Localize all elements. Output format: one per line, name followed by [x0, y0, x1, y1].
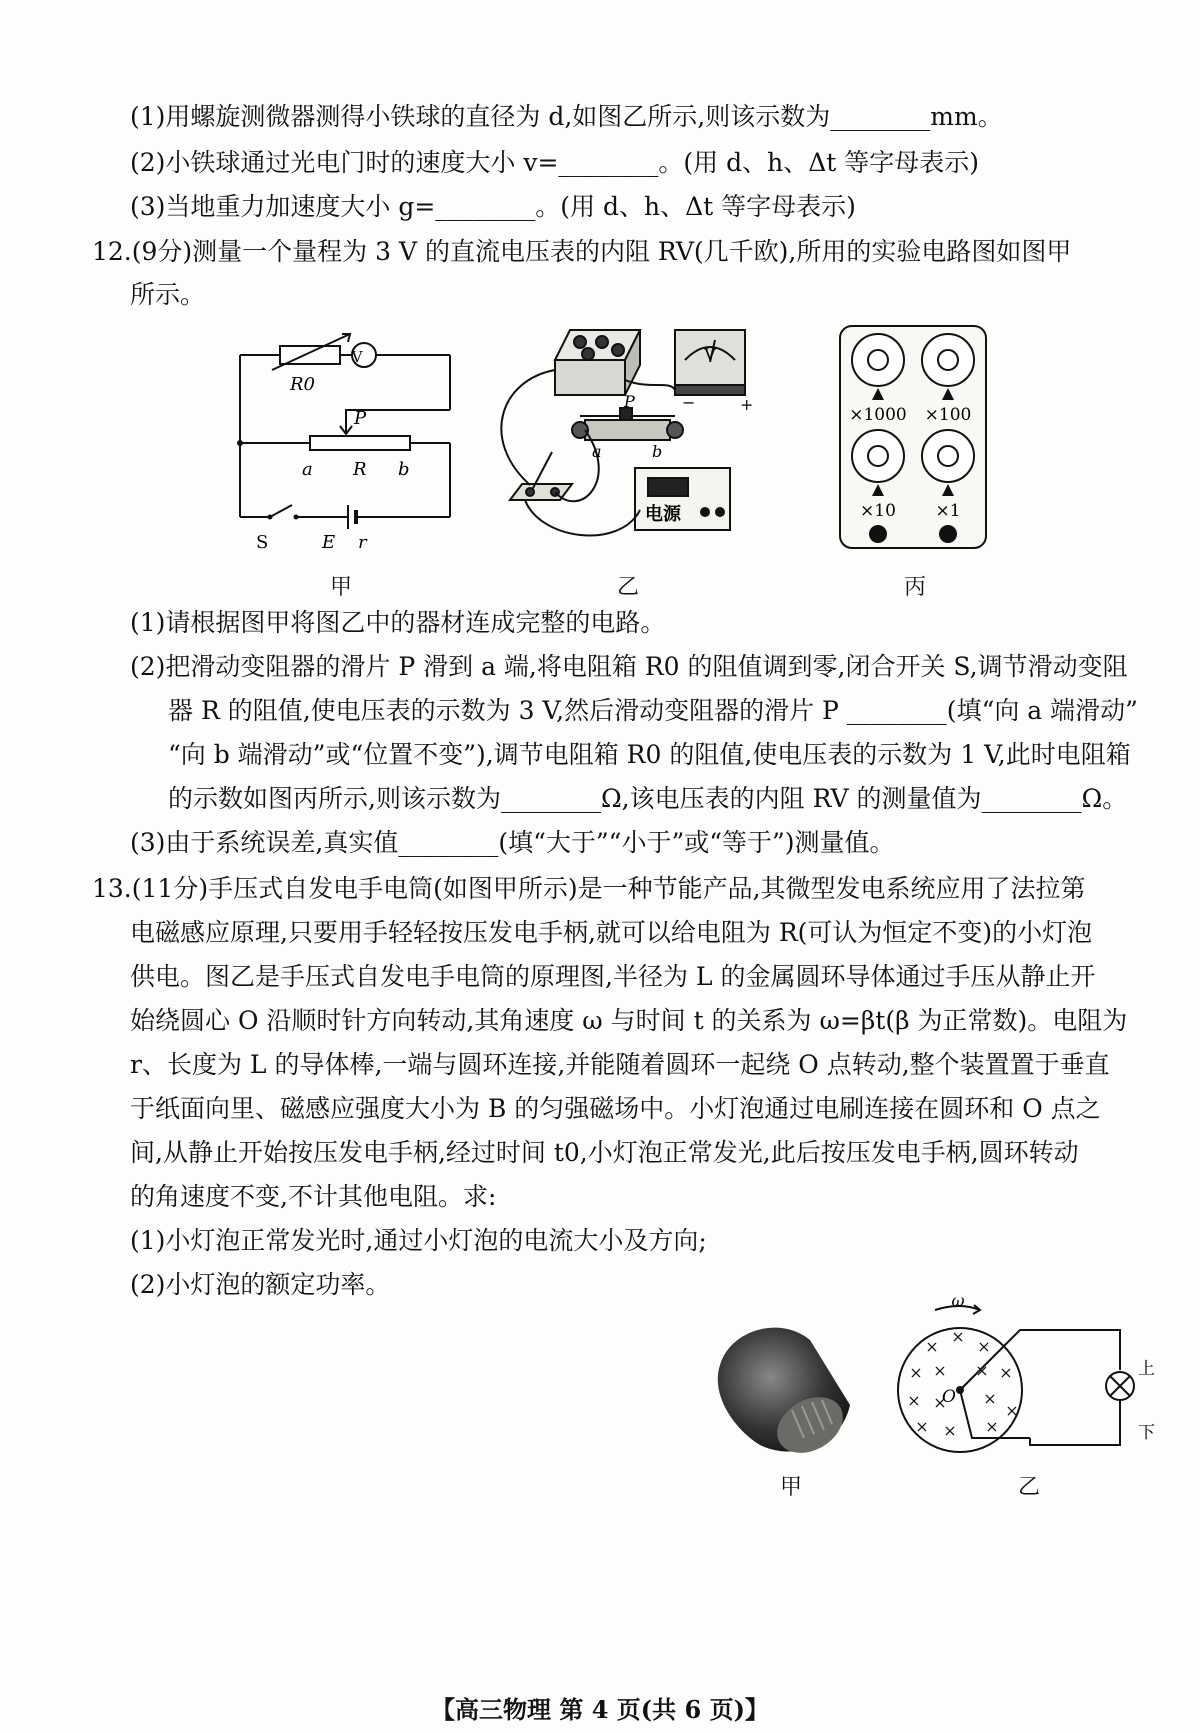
dial-x100-label: ×100	[924, 405, 972, 425]
q13-sub1: (1)小灯泡正常发光时,通过小灯泡的电流大小及方向;	[130, 1226, 707, 1255]
voltmeter-plus-label: +	[740, 395, 754, 414]
q13-line6: 于纸面向里、磁感应强度大小为 B 的匀强磁场中。小灯泡通过电刷连接在圆环和 O 点之	[130, 1094, 1101, 1123]
q12-stem-line2: 所示。	[130, 280, 206, 309]
q12-apparatus-diagram	[500, 320, 820, 550]
q12-part2-line2: 器 R 的阻值,使电压表的示数为 3 V,然后滑动变阻器的滑片 P ________(填“向 a 端滑动”	[168, 696, 1138, 725]
power-supply-label: 电源	[645, 504, 681, 525]
q13-line5: r、长度为 L 的导体棒,一端与圆环连接,并能随着圆环一起绕 O 点转动,整个装置置于垂直	[130, 1050, 1110, 1079]
dial-x10-label: ×10	[860, 501, 896, 521]
svg-text:×: ×	[1005, 1401, 1019, 1420]
figure-yi-caption: 乙	[617, 575, 640, 600]
svg-text:×: ×	[975, 1361, 989, 1380]
apparatus-p-label: P	[624, 392, 635, 411]
apparatus-b-label: b	[652, 442, 663, 461]
q12-part2-line1: (2)把滑动变阻器的滑片 P 滑到 a 端,将电阻箱 R0 的阻值调到零,闭合开关 S,调节滑动变阻	[130, 652, 1128, 681]
q11-part2: (2)小铁球通过光电门时的速度大小 v=________。(用 d、h、Δt 等字母表示)	[130, 148, 980, 177]
svg-text:×: ×	[933, 1393, 947, 1412]
q13-line1: 13.(11分)手压式自发电手电筒(如图甲所示)是一种节能产品,其微型发电系统应用了法拉第	[92, 874, 1086, 903]
svg-text:×: ×	[915, 1417, 929, 1436]
q11-part3: (3)当地重力加速度大小 g=________。(用 d、h、Δt 等字母表示)	[130, 192, 856, 221]
switch-s-label: S	[256, 532, 269, 553]
svg-text:×: ×	[999, 1363, 1013, 1382]
page-footer: 【高三物理 第 4 页(共 6 页)】	[431, 1695, 769, 1724]
voltmeter-minus-label: −	[682, 393, 696, 412]
q13-line8: 的角速度不变,不计其他电阻。求:	[130, 1182, 497, 1211]
up-label: 上	[1138, 1359, 1155, 1379]
svg-text:×: ×	[943, 1421, 957, 1440]
svg-text:×: ×	[977, 1337, 991, 1356]
slider-p-label: P	[354, 408, 367, 429]
q13-line4: 始绕圆心 O 沿顺时针方向转动,其角速度 ω 与时间 t 的关系为 ω=βt(β 为正常数)。电阻为	[130, 1006, 1128, 1035]
q11-part1: (1)用螺旋测微器测得小铁球的直径为 d,如图乙所示,则该示数为________mm。	[130, 102, 1003, 131]
q12-resistance-box-dials	[838, 324, 988, 554]
dial-x1-label: ×1	[935, 501, 961, 521]
end-b-label: b	[398, 459, 410, 480]
q12-part2-line3: “向 b 端滑动”或“位置不变”),调节电阻箱 R0 的阻值,使电压表的示数为 1 V,此时电阻箱	[168, 740, 1131, 769]
voltmeter-label: V	[351, 348, 363, 366]
q13-line7: 间,从静止开始按压发电手柄,经过时间 t0,小灯泡正常发光,此后按压发电手柄,圆环转动	[130, 1138, 1079, 1167]
q13-line2: 电磁感应原理,只要用手轻轻按压发电手柄,就可以给电阻为 R(可认为恒定不变)的小灯泡	[130, 918, 1093, 947]
q12-circuit-diagram	[230, 320, 470, 553]
svg-text:×: ×	[983, 1389, 997, 1408]
center-o-label: O	[942, 1387, 956, 1407]
apparatus-v-label: V	[704, 345, 716, 364]
end-a-label: a	[302, 459, 313, 480]
down-label: 下	[1138, 1423, 1155, 1443]
q13-line3: 供电。图乙是手压式自发电手电筒的原理图,半径为 L 的金属圆环导体通过手压从静止开	[130, 962, 1096, 991]
dial-x1000-label: ×1000	[849, 405, 907, 425]
svg-text:×: ×	[951, 1327, 965, 1346]
svg-text:×: ×	[925, 1337, 939, 1356]
q13-sub2: (2)小灯泡的额定功率。	[130, 1270, 391, 1299]
flashlight-photo	[700, 1310, 860, 1470]
r0-label: R0	[290, 374, 316, 395]
q13-figure-jia-caption: 甲	[780, 1475, 803, 1500]
rheostat-r-label: R	[353, 459, 367, 480]
svg-text:×: ×	[985, 1417, 999, 1436]
apparatus-a-label: a	[592, 442, 602, 461]
emf-e-label: E	[322, 532, 336, 553]
q12-part1: (1)请根据图甲将图乙中的器材连成完整的电路。	[130, 608, 666, 637]
svg-text:×: ×	[909, 1363, 923, 1382]
q13-figure-yi-caption: 乙	[1018, 1475, 1041, 1500]
internal-r-label: r	[358, 532, 367, 553]
omega-label: ω	[951, 1291, 965, 1310]
svg-text:×: ×	[933, 1361, 947, 1380]
figure-jia-caption: 甲	[330, 575, 353, 600]
q12-stem-line1: 12.(9分)测量一个量程为 3 V 的直流电压表的内阻 RV(几千欧),所用的实验电路图如图甲	[92, 237, 1072, 266]
q12-part3: (3)由于系统误差,真实值________(填“大于”“小于”或“等于”)测量值。	[130, 828, 895, 857]
figure-bing-caption: 丙	[904, 575, 927, 600]
svg-text:×: ×	[907, 1391, 921, 1410]
q12-part2-line4: 的示数如图丙所示,则该示数为________Ω,该电压表的内阻 RV 的测量值为________Ω。	[168, 784, 1128, 813]
generator-diagram	[880, 1290, 1155, 1490]
